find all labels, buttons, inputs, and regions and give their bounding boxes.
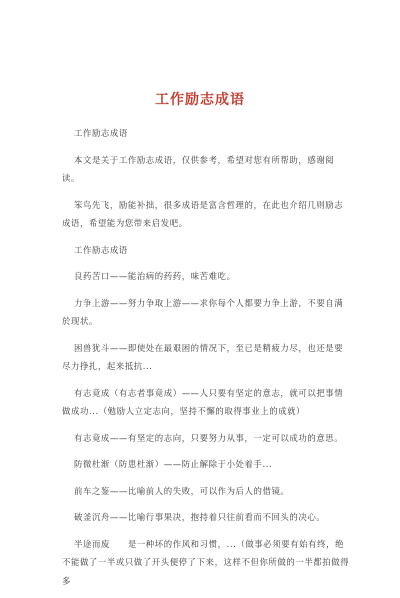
paragraph: 有志竟成——有坚定的志向，只要努力从事，一定可以成功的意思。 <box>74 432 344 443</box>
paragraph: 防微杜渐（防患杜渐）——防止解除于小处着手... <box>74 459 273 469</box>
paragraph: 力争上游——努力争取上游——求你每个人都要力争上游，不要自满於现状。 <box>62 297 344 326</box>
document-body <box>62 124 350 598</box>
section-heading: 工作励志成语 <box>74 244 128 255</box>
paragraph: 良药苦口——能治病的药药，味苦难吃。 <box>74 271 236 281</box>
paragraph: 本文是关于工作励志成语，仅供参考，希望对您有所帮助，感谢阅读。 <box>62 154 335 183</box>
section-heading: 工作励志成语 <box>74 128 128 138</box>
document-title: 工作励志成语 <box>155 92 245 108</box>
paragraph: 半途而废 是一种坏的作风和习惯，...（做事必须要有始有终，绝不能做了一半或只做了开头便停了下来，这样不但你所做的一半都拍做得多 <box>62 538 350 586</box>
paragraph: 困兽犹斗——即使处在最艰困的情况下，至已是精疲力尽，也还是要尽力挣扎，起来抵抗... <box>62 342 344 371</box>
paragraph: 前车之鉴——比喻前人的失败，可以作为后人的借镜。 <box>74 485 290 496</box>
paragraph: 笨鸟先飞，励能补拙，很多成语是富含哲理的，在此也介绍几则励志成语，希望能为您带来启发吧。 <box>62 199 344 228</box>
paragraph: 破釜沉舟——比喻行事果决，抱持着只往前看而不回头的决心。 <box>74 512 326 522</box>
paragraph: 有志竟成（有志者事竟成）——人只要有坚定的意志，就可以把事情做成功...（勉励人立定志向，坚持不懈的取得事业上的成就） <box>62 387 344 416</box>
